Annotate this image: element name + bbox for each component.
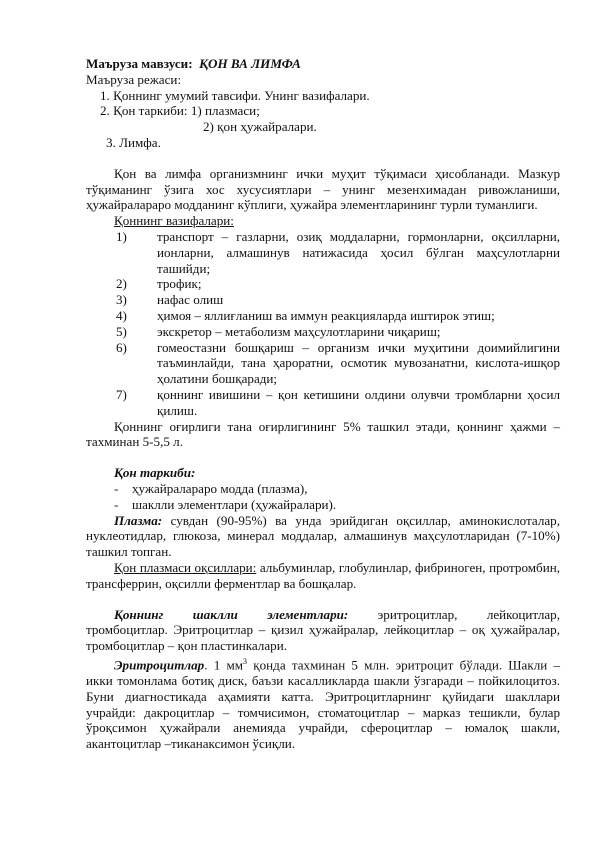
blood-volume-paragraph: Қоннинг оғирлиги тана оғирлигининг 5% ташкил этади, қоннинг ҳажми – тахминан 5-5,5 л. xyxy=(86,418,560,450)
topic-label: Маъруза мавзуси: xyxy=(86,56,193,71)
composition-item: - ҳужайралараро модда (плазма), xyxy=(114,480,308,496)
composition-heading: Қон таркиби: xyxy=(114,465,196,481)
composition-item: - шаклли элементлари (ҳужайралари). xyxy=(114,496,337,512)
plan-item: 3. Лимфа. xyxy=(106,134,161,150)
topic-line xyxy=(86,56,560,72)
formed-elements-line: Қоннинг шаклли элементлари: эритроцитлар, лейкоцитлар, xyxy=(114,606,560,622)
plan-item: 2. Қон таркиби: 1) плазмаси; xyxy=(100,103,260,119)
topic-title: ҚОН ВА ЛИМФА xyxy=(199,56,301,71)
function-item: 3) нафас олиш xyxy=(116,292,224,308)
plan-item: 1. Қоннинг умумий тавсифи. Унинг вазифалари. xyxy=(100,87,370,103)
function-item: 5) экскретор – метаболизм маҳсулотларини чиқариш; xyxy=(116,323,441,339)
lecture-page xyxy=(86,56,560,752)
function-item: 2) трофик; xyxy=(116,276,202,292)
function-item: 6) гомеостазни бошқариш – организм ички муҳитини доимийлигини таъминлайди, тана ҳароратни, осмотик мувозанатни, кислота-ишқор ҳолатини бошқаради; xyxy=(116,339,560,387)
functions-heading: Қоннинг вазифалари: xyxy=(114,213,234,229)
function-item: 4) ҳимоя – яллиғланиш ва иммун реакцияларда иштирок этиш; xyxy=(116,307,495,323)
plasma-paragraph: Плазма: сувдан (90-95%) ва унда эрийдиган оқсиллар, аминокислоталар, нуклеотидлар, глюкоза, минерал моддалар, алмашинув маҳсулотларидан (7-10%) ташкил топган. xyxy=(86,512,560,560)
intro-paragraph: Қон ва лимфа организмнинг ички муҳит тўқимаси ҳисобланади. Мазкур тўқиманинг ўзига хос хусусиятлари – унинг мезенхимадан ривожланиши, ҳужайралараро модданинг кўплиги, ҳужайра элементларининг турли туманлиги. xyxy=(86,165,560,213)
function-item: 7) қоннинг ивишини – қон кетишини олдини олувчи тромбларни ҳосил қилиш. xyxy=(116,386,560,418)
plasma-proteins-paragraph: Қон плазмаси оқсиллари: альбуминлар, глобулинлар, фибриноген, протромбин, трансферрин, оқсилли ферментлар ва бошқалар. xyxy=(86,559,560,591)
plan-item: 2) қон ҳужайралари. xyxy=(203,119,317,135)
function-item: 1) транспорт – газларни, озиқ моддаларни, гормонларни, оқсилларни, ионларни, алмашинув натижасида ҳосил бўлган маҳсулотларни ташийди; xyxy=(116,228,560,276)
erythrocytes-paragraph: Эритроцитлар. 1 $мм^3$ қонда тахминан 5 млн. эритроцит бўлади. Шакли – икки томонлама ботиқ диск, баъзи касалликларда шакли ўзгаради – пойкилоцитоз. Буни диагностикада аҳамияти катта. Эритроцитларнинг қуйидаги шакллари учрайди: дакроцитлар – томчисимон, стоматоцитлар – марказ тешикли, булар ўроқсимон ҳужайрали анемияда учрайди, сфероцитлар – юмалоқ шакли, акантоцитлар –тиканаксимон ўсиқли. xyxy=(86,656,560,752)
plan-label: Маъруза режаси: xyxy=(86,71,182,87)
formed-elements-paragraph: тромбоцитлар. Эритроцитлар – қизил ҳужайралар, лейкоцитлар – оқ ҳужайралар, тромбоцитлар – қон пластинкалари. xyxy=(86,622,560,654)
